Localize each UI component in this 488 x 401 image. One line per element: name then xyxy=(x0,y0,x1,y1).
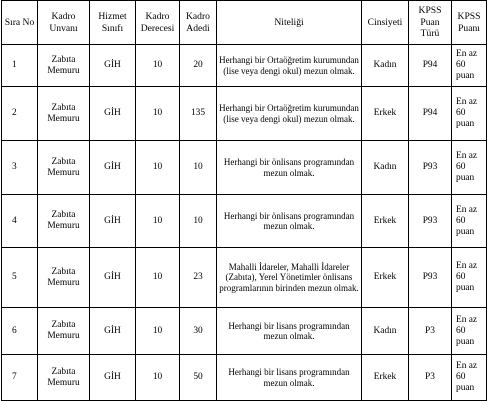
cell-cinsiyeti: Erkek xyxy=(362,355,409,401)
cell-kadro-derecesi: 10 xyxy=(136,195,180,248)
cell-kpss-puan-turu: P93 xyxy=(409,248,452,308)
cell-cinsiyeti: Kadın xyxy=(362,308,409,355)
cell-niteligi: Herhangi bir Ortaöğretim kurumundan (lise veya dengi okul) mezun olmak. xyxy=(217,87,362,141)
cell-sira-no: 6 xyxy=(2,308,38,355)
kadro-table xyxy=(1,0,487,401)
cell-niteligi: Mahalli İdareler, Mahalli İdareler (Zabıta), Yerel Yönetimler önlisans programlarının birinden mezun olmak. xyxy=(217,248,362,308)
cell-kpss-puan-turu: P94 xyxy=(409,45,452,87)
cell-cinsiyeti: Erkek xyxy=(362,248,409,308)
cell-kpss-puani: En az 60 puan xyxy=(452,45,487,87)
table-row xyxy=(2,248,487,308)
cell-kadro-derecesi: 10 xyxy=(136,45,180,87)
cell-kadro-derecesi: 10 xyxy=(136,355,180,401)
cell-sira-no: 7 xyxy=(2,355,38,401)
cell-sira-no: 4 xyxy=(2,195,38,248)
cell-niteligi: Herhangi bir önlisans programından mezun olmak. xyxy=(217,195,362,248)
header-kadro-adedi: Kadro Adedi xyxy=(180,1,217,45)
cell-kpss-puan-turu: P94 xyxy=(409,87,452,141)
cell-kadro-unvani: Zabıta Memuru xyxy=(38,141,90,195)
cell-kadro-unvani: Zabıta Memuru xyxy=(38,195,90,248)
table-row xyxy=(2,87,487,141)
cell-kadro-derecesi: 10 xyxy=(136,308,180,355)
cell-kadro-adedi: 20 xyxy=(180,45,217,87)
cell-hizmet-sinifi: GİH xyxy=(90,355,136,401)
cell-kpss-puani: En az 60 puan xyxy=(452,87,487,141)
header-cinsiyeti: Cinsiyeti xyxy=(362,1,409,45)
table-row xyxy=(2,308,487,355)
table-row xyxy=(2,141,487,195)
cell-sira-no: 3 xyxy=(2,141,38,195)
cell-kadro-adedi: 10 xyxy=(180,195,217,248)
cell-cinsiyeti: Kadın xyxy=(362,45,409,87)
header-niteligi: Niteliği xyxy=(217,1,362,45)
cell-kadro-adedi: 135 xyxy=(180,87,217,141)
cell-kpss-puani: En az 60 puan xyxy=(452,141,487,195)
cell-kadro-unvani: Zabıta Memuru xyxy=(38,308,90,355)
header-kadro-derecesi: Kadro Derecesi xyxy=(136,1,180,45)
cell-niteligi: Herhangi bir önlisans programından mezun olmak. xyxy=(217,141,362,195)
cell-hizmet-sinifi: GİH xyxy=(90,87,136,141)
cell-cinsiyeti: Erkek xyxy=(362,195,409,248)
cell-sira-no: 2 xyxy=(2,87,38,141)
cell-kpss-puan-turu: P93 xyxy=(409,141,452,195)
cell-hizmet-sinifi: GİH xyxy=(90,45,136,87)
header-row xyxy=(2,1,487,45)
cell-kadro-derecesi: 10 xyxy=(136,141,180,195)
cell-kadro-adedi: 30 xyxy=(180,308,217,355)
cell-cinsiyeti: Kadın xyxy=(362,141,409,195)
cell-kadro-derecesi: 10 xyxy=(136,87,180,141)
cell-kpss-puan-turu: P93 xyxy=(409,195,452,248)
cell-kadro-adedi: 10 xyxy=(180,141,217,195)
header-kadro-unvani: Kadro Unvanı xyxy=(38,1,90,45)
cell-kpss-puani: En az 60 puan xyxy=(452,355,487,401)
cell-niteligi: Herhangi bir Ortaöğretim kurumundan (lise veya dengi okul) mezun olmak. xyxy=(217,45,362,87)
header-sira-no: Sıra No xyxy=(2,1,38,45)
table-row xyxy=(2,195,487,248)
cell-cinsiyeti: Erkek xyxy=(362,87,409,141)
cell-niteligi: Herhangi bir lisans programından mezun olmak. xyxy=(217,308,362,355)
table-row xyxy=(2,355,487,401)
cell-kadro-derecesi: 10 xyxy=(136,248,180,308)
cell-kpss-puan-turu: P3 xyxy=(409,355,452,401)
cell-kadro-adedi: 23 xyxy=(180,248,217,308)
cell-hizmet-sinifi: GİH xyxy=(90,248,136,308)
cell-kpss-puani: En az 60 puan xyxy=(452,308,487,355)
header-kpss-puani: KPSS Puanı xyxy=(452,1,487,45)
cell-kpss-puani: En az 60 puan xyxy=(452,248,487,308)
table-row xyxy=(2,45,487,87)
cell-kpss-puan-turu: P3 xyxy=(409,308,452,355)
cell-kadro-adedi: 50 xyxy=(180,355,217,401)
cell-kadro-unvani: Zabıta Memuru xyxy=(38,355,90,401)
header-hizmet-sinifi: Hizmet Sınıfı xyxy=(90,1,136,45)
cell-hizmet-sinifi: GİH xyxy=(90,195,136,248)
cell-hizmet-sinifi: GİH xyxy=(90,141,136,195)
cell-kadro-unvani: Zabıta Memuru xyxy=(38,248,90,308)
cell-sira-no: 5 xyxy=(2,248,38,308)
cell-niteligi: Herhangi bir lisans programından mezun olmak. xyxy=(217,355,362,401)
cell-kpss-puani: En az 60 puan xyxy=(452,195,487,248)
header-kpss-puan-turu: KPSS Puan Türü xyxy=(409,1,452,45)
cell-kadro-unvani: Zabıta Memuru xyxy=(38,45,90,87)
cell-sira-no: 1 xyxy=(2,45,38,87)
cell-kadro-unvani: Zabıta Memuru xyxy=(38,87,90,141)
cell-hizmet-sinifi: GİH xyxy=(90,308,136,355)
